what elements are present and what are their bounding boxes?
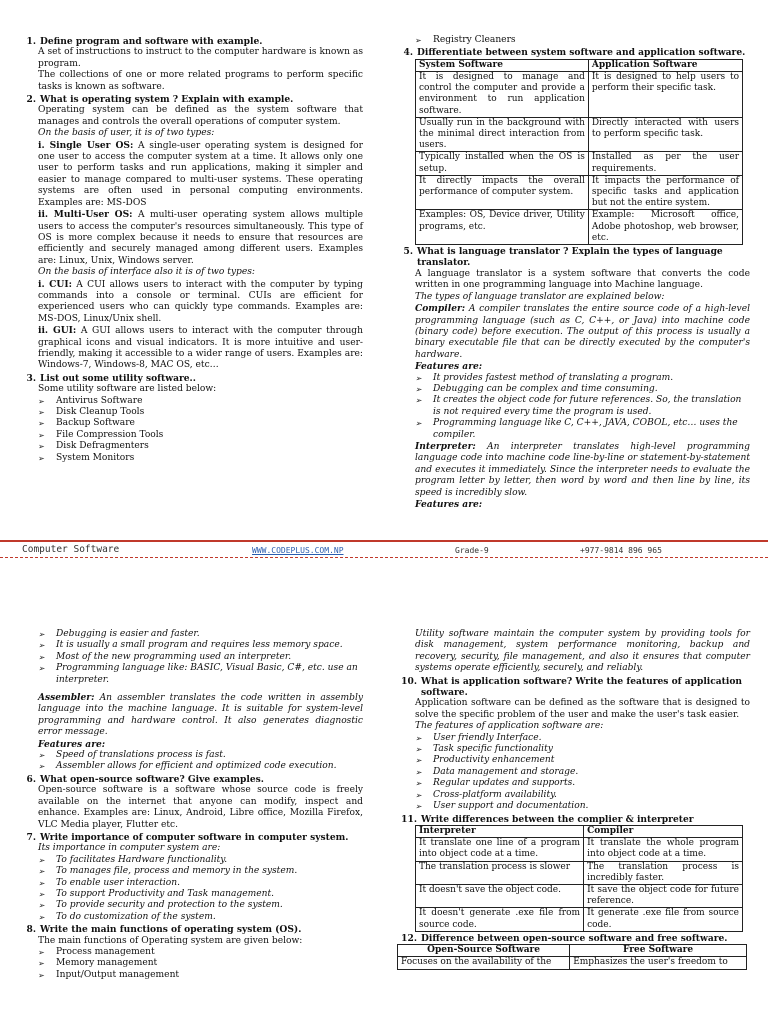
compiler-features-list xyxy=(395,373,750,441)
list-item: ➢ Productivity enhancement xyxy=(415,755,750,766)
table-row xyxy=(416,152,743,175)
list-item: ➢ It is usually a small program and requires less memory space. xyxy=(38,640,363,651)
table-header: Interpreter xyxy=(416,825,584,837)
list-item: ➢ To enable user interaction. xyxy=(38,878,363,889)
list-item: ➢ File Compression Tools xyxy=(38,430,363,441)
list-item: ➢ Data management and storage. xyxy=(415,767,750,778)
q2-single-user: i. Single User OS: A single-user operating system is designed for one user to access the computer system at a time. It allows only one user to perform tasks and run applications, making it simpler and easier to manage compared to multi-user systems. These operating systems are often used in personal computing environments. Examples are: MS-DOS xyxy=(38,139,363,208)
list-item: ➢ It provides fastest method of translating a program. xyxy=(415,373,750,384)
question-11: 11. Write differences between the complier & interpreter xyxy=(401,813,694,825)
question-10: 10. What is application software? Write the features of application software. xyxy=(401,675,743,699)
q2-basis-user: On the basis of user, it is of two types: xyxy=(38,128,215,139)
app-features-list xyxy=(395,733,750,813)
table-row xyxy=(416,908,743,931)
footer-phone: +977-9814 896 965 xyxy=(580,546,662,555)
list-item: ➢ Input/Output management xyxy=(38,970,363,981)
q5-para-1: A language translator is a system software that converts the code written in one programming language into Machine language. xyxy=(415,268,750,291)
system-vs-application-table xyxy=(415,59,743,245)
q2-gui: ii. GUI: A GUI allows users to interact with the computer through graphical icons and visual indicators. It is more intuitive and user-friendly, making it accessible to a wider range of users. Examples are: Windows-7, Windows-8, MAC OS, etc… xyxy=(38,325,363,371)
list-item: ➢ To do customization of the system. xyxy=(38,912,363,923)
table-cell: Example: Microsoft office, Adobe photoshop, web browser, etc. xyxy=(588,210,742,245)
footer-divider xyxy=(0,557,768,558)
q6-para-1: Open-source software is a software whose source code is freely available on the internet that anyone can modify, inspect and enhance. Examples are: Linux, Android, Libre office, Mozilla Firefox, VLC Media player, Flutter etc. xyxy=(38,785,363,830)
table-cell: Typically installed when the OS is setup. xyxy=(416,152,589,175)
q5-types: The types of language translator are explained below: xyxy=(415,291,665,302)
question-3: 3. List out some utility software.. xyxy=(26,372,196,384)
q10-intro: The features of application software are: xyxy=(415,721,604,732)
list-item: ➢ Assembler allows for efficient and optimized code execution. xyxy=(38,761,363,772)
footer-divider xyxy=(0,540,768,542)
list-item: ➢ Memory management xyxy=(38,958,363,969)
q8-intro: The main functions of Operating system are given below: xyxy=(38,935,303,946)
list-item: ➢ Registry Cleaners xyxy=(415,35,750,46)
q5-compiler: Compiler: A compiler translates the entire source code of a high-level programming language (such as C, C++, or Java) into machine code (binary code) before execution. The output of this process is usually a binary executable file that can be directly executed by the computer's hardware. xyxy=(415,303,750,360)
list-item: ➢ Speed of translations process is fast. xyxy=(38,750,363,761)
table-header: Compiler xyxy=(584,825,743,837)
assembler-features-list xyxy=(18,750,363,773)
table-row xyxy=(416,838,743,861)
importance-list xyxy=(18,855,363,923)
table-header: Open-Source Software xyxy=(398,945,570,957)
list-item: ➢ Cross-platform availability. xyxy=(415,790,750,801)
question-6: 6. What open-source software? Give examples. xyxy=(26,773,264,785)
question-7: 7. Write importance of computer software in computer system. xyxy=(26,831,349,843)
page2-left-column xyxy=(18,629,363,981)
question-4: 4. Differentiate between system software and application software. xyxy=(403,47,746,59)
q10-para-1: Application software can be defined as the software that is designed to solve the specific problem of the user and make the user's task easier. xyxy=(415,698,750,720)
table-row xyxy=(416,72,743,118)
q5-features-label: Features are: xyxy=(415,361,483,373)
table-cell: It translate the whole program into object code at a time. xyxy=(584,838,743,861)
list-item: ➢ Process management xyxy=(38,947,363,958)
table-row xyxy=(398,957,747,969)
list-item: ➢ To support Productivity and Task management. xyxy=(38,889,363,900)
list-item: ➢ Regular updates and supports. xyxy=(415,778,750,789)
footer-grade: Grade-9 xyxy=(455,546,489,555)
table-cell: Directly interacted with users to perform specific task. xyxy=(588,117,742,152)
table-cell: It translate one line of a program into object code at a time. xyxy=(416,838,584,861)
q3-intro: Some utility software are listed below: xyxy=(38,384,217,395)
table-cell: The translation process is incredibly faster. xyxy=(584,861,743,884)
footer-website-link[interactable]: WWW.CODEPLUS.COM.NP xyxy=(252,546,344,555)
list-item: ➢ Disk Defragmenters xyxy=(38,441,363,452)
q2-para-1: Operating system can be defined as the system software that manages and controls the overall operations of computer system. xyxy=(38,105,363,127)
interpreter-vs-compiler-table xyxy=(415,825,743,932)
q2-cui: i. CUI: A CUI allows users to interact with the computer by typing commands into a console or terminal. CUIs are efficient for experienced users who can quickly type commands. Examples are: MS-DOS, Linux/Unix shell. xyxy=(38,278,363,324)
q1-para-1: A set of instructions to instruct to the computer hardware is known as program. xyxy=(38,47,363,69)
list-item: ➢ User support and documentation. xyxy=(415,801,750,812)
table-cell: Usually run in the background with the minimal direct interaction from users. xyxy=(416,117,589,152)
q7-intro: Its importance in computer system are: xyxy=(38,843,221,854)
table-cell: Focuses on the availability of the xyxy=(398,957,570,969)
q5-interpreter: Interpreter: An interpreter translates high-level programming language code into machine code line-by-line or statement-by-statement and executes it immediately. Since the interpreter needs to evaluate the program letter by letter, then word by word and then line by line, its speed is incredibly slow. xyxy=(415,440,750,498)
question-8: 8. Write the main functions of operating system (OS). xyxy=(26,924,302,936)
question-2: 2. What is operating system ? Explain with example. xyxy=(26,94,294,106)
list-item: ➢ Task specific functionality xyxy=(415,744,750,755)
q2-basis-interface: On the basis of interface also it is of two types: xyxy=(38,267,255,278)
utility-software-list-continued xyxy=(395,35,750,46)
table-cell: It doesn't save the object code. xyxy=(416,884,584,907)
table-header: Free Software xyxy=(570,945,747,957)
table-header: Application Software xyxy=(588,59,742,71)
utility-software-para: Utility software maintain the computer system by providing tools for disk management, system performance monitoring, backup and recovery, security, file management, and also it ensures that computer systems operate efficiently, securely, and reliably. xyxy=(415,629,750,674)
q2-multi-user: ii. Multi-User OS: A multi-user operating system allows multiple users to access the computer's resources simultaneously. This type of OS is more complex because it needs to ensure that resources are efficiently and securely managed among different users. Examples are: Linux, Unix, Windows server. xyxy=(38,209,363,266)
table-cell: The translation process is slower xyxy=(416,861,584,884)
os-functions-list xyxy=(18,947,363,981)
table-row xyxy=(416,861,743,884)
question-5: 5. What is language translator ? Explain the types of language translator. xyxy=(403,246,723,269)
page-footer xyxy=(0,540,768,562)
assembler-para: Assembler: An assembler translates the code written in assembly language into the machine language. It is suitable for system-level programming and hardware control. It also generates diagnostic error message. xyxy=(38,692,363,738)
list-item: ➢ Antivirus Software xyxy=(38,396,363,407)
table-cell: Installed as per the user requirements. xyxy=(588,152,742,175)
list-item: ➢ Programming language like C, C++, JAVA, COBOL, etc… uses the compiler. xyxy=(415,418,750,441)
page1-left-column xyxy=(18,35,363,464)
question-12: 12. Difference between open-source software and free software. xyxy=(401,932,728,944)
list-item: ➢ To facilitates Hardware functionality. xyxy=(38,855,363,866)
list-item: ➢ Disk Cleanup Tools xyxy=(38,407,363,418)
opensource-vs-free-table xyxy=(397,944,747,969)
table-cell: It directly impacts the overall performance of computer system. xyxy=(416,175,589,210)
list-item: ➢ System Monitors xyxy=(38,453,363,464)
list-item: ➢ User friendly Interface. xyxy=(415,733,750,744)
interpreter-features-list xyxy=(18,629,363,686)
list-item: ➢ Most of the new programming used an interpreter. xyxy=(38,652,363,663)
utility-software-list xyxy=(18,396,363,464)
footer-title: Computer Software xyxy=(22,544,120,555)
table-row xyxy=(416,175,743,210)
list-item: ➢ Backup Software xyxy=(38,418,363,429)
table-cell: It save the object code for future reference. xyxy=(584,884,743,907)
table-header-row xyxy=(416,59,743,71)
table-row xyxy=(416,117,743,152)
question-1: 1. Define program and software with example. xyxy=(26,36,263,47)
table-cell: Examples: OS, Device driver, Utility programs, etc. xyxy=(416,210,589,245)
list-item: ➢ Programming language like: BASIC, Visual Basic, C#, etc. use an interpreter. xyxy=(38,663,363,686)
list-item: ➢ It creates the object code for future references. So, the translation is not required every time the program is used. xyxy=(415,395,750,418)
page2-right-column xyxy=(395,629,750,970)
list-item: ➢ To provide security and protection to the system. xyxy=(38,900,363,911)
page1-right-column xyxy=(395,35,750,510)
q1-para-2: The collections of one or more related programs to perform specific tasks is known as software. xyxy=(38,70,363,92)
table-cell: It impacts the performance of specific tasks and application but not the entire system. xyxy=(588,175,742,210)
list-item: ➢ To manages file, process and memory in the system. xyxy=(38,866,363,877)
table-cell: It generate .exe file from source code. xyxy=(584,908,743,931)
table-cell: It doesn't generate .exe file from source code. xyxy=(416,908,584,931)
table-header-row xyxy=(398,945,747,957)
table-cell: It is designed to help users to perform their specific task. xyxy=(588,72,742,118)
table-cell: It is designed to manage and control the computer and provide a environment to run application software. xyxy=(416,72,589,118)
list-item: ➢ Debugging is easier and faster. xyxy=(38,629,363,640)
q5-features-label-2: Features are: xyxy=(415,499,483,510)
table-cell: Emphasizes the user's freedom to xyxy=(570,957,747,969)
assembler-features-label: Features are: xyxy=(38,738,106,750)
table-row xyxy=(416,210,743,245)
table-header-row xyxy=(416,825,743,837)
table-row xyxy=(416,884,743,907)
list-item: ➢ Debugging can be complex and time consuming. xyxy=(415,384,750,395)
table-header: System Software xyxy=(416,59,589,71)
